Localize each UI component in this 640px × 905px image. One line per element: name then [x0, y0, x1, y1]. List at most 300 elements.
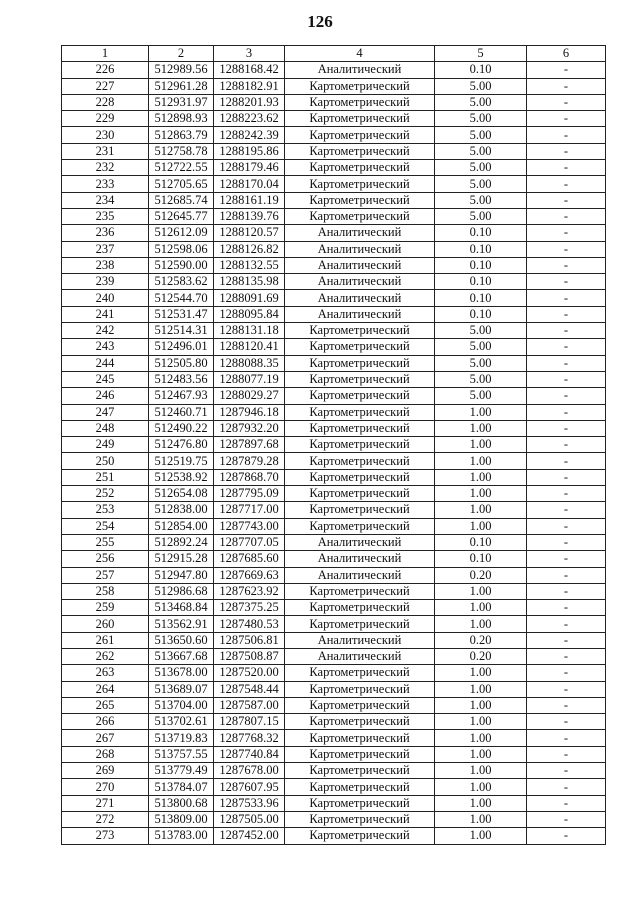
x-coordinate-cell: 513667.68: [149, 648, 214, 664]
accuracy-cell: 0.10: [435, 274, 527, 290]
y-coordinate-cell: 1288179.46: [214, 160, 285, 176]
x-coordinate-cell: 512490.22: [149, 420, 214, 436]
table-row: [62, 176, 606, 192]
x-coordinate-cell: 512514.31: [149, 323, 214, 339]
table-row: [62, 583, 606, 599]
y-coordinate-cell: 1287452.00: [214, 828, 285, 844]
x-coordinate-cell: 512915.28: [149, 551, 214, 567]
table-row: [62, 437, 606, 453]
y-coordinate-cell: 1287740.84: [214, 746, 285, 762]
table-row: [62, 127, 606, 143]
description-cell: -: [527, 730, 606, 746]
table-header-row: [62, 46, 606, 62]
y-coordinate-cell: 1288168.42: [214, 62, 285, 78]
description-cell: -: [527, 420, 606, 436]
point-number-cell: 234: [62, 192, 149, 208]
table-row: [62, 534, 606, 550]
method-cell: Картометрический: [285, 437, 435, 453]
method-cell: Картометрический: [285, 127, 435, 143]
y-coordinate-cell: 1288195.86: [214, 143, 285, 159]
description-cell: -: [527, 714, 606, 730]
table-row: [62, 469, 606, 485]
page-number: 126: [307, 12, 333, 31]
table-row: [62, 763, 606, 779]
x-coordinate-cell: 513704.00: [149, 697, 214, 713]
point-number-cell: 241: [62, 306, 149, 322]
y-coordinate-cell: 1288182.91: [214, 78, 285, 94]
y-coordinate-cell: 1287743.00: [214, 518, 285, 534]
accuracy-cell: 0.10: [435, 225, 527, 241]
point-number-cell: 252: [62, 486, 149, 502]
y-coordinate-cell: 1287480.53: [214, 616, 285, 632]
description-cell: -: [527, 94, 606, 110]
accuracy-cell: 1.00: [435, 437, 527, 453]
method-cell: Картометрический: [285, 420, 435, 436]
method-cell: Аналитический: [285, 306, 435, 322]
y-coordinate-cell: 1287946.18: [214, 404, 285, 420]
method-cell: Картометрический: [285, 811, 435, 827]
x-coordinate-cell: 512645.77: [149, 208, 214, 224]
y-coordinate-cell: 1287548.44: [214, 681, 285, 697]
x-coordinate-cell: 512892.24: [149, 534, 214, 550]
accuracy-cell: 1.00: [435, 779, 527, 795]
method-cell: Картометрический: [285, 730, 435, 746]
method-cell: Картометрический: [285, 160, 435, 176]
y-coordinate-cell: 1288135.98: [214, 274, 285, 290]
accuracy-cell: 1.00: [435, 697, 527, 713]
description-cell: -: [527, 241, 606, 257]
table-row: [62, 551, 606, 567]
table-row: [62, 567, 606, 583]
accuracy-cell: 5.00: [435, 78, 527, 94]
x-coordinate-cell: 512598.06: [149, 241, 214, 257]
y-coordinate-cell: 1287505.00: [214, 811, 285, 827]
x-coordinate-cell: 512531.47: [149, 306, 214, 322]
accuracy-cell: 0.10: [435, 62, 527, 78]
point-number-cell: 233: [62, 176, 149, 192]
point-number-cell: 273: [62, 828, 149, 844]
table-row: [62, 518, 606, 534]
description-cell: -: [527, 306, 606, 322]
accuracy-cell: 5.00: [435, 160, 527, 176]
y-coordinate-cell: 1288170.04: [214, 176, 285, 192]
point-number-cell: 248: [62, 420, 149, 436]
y-coordinate-cell: 1288201.93: [214, 94, 285, 110]
description-cell: -: [527, 323, 606, 339]
y-coordinate-cell: 1288120.41: [214, 339, 285, 355]
point-number-cell: 254: [62, 518, 149, 534]
y-coordinate-cell: 1287678.00: [214, 763, 285, 779]
accuracy-cell: 1.00: [435, 453, 527, 469]
point-number-cell: 230: [62, 127, 149, 143]
x-coordinate-cell: 513678.00: [149, 665, 214, 681]
accuracy-cell: 0.20: [435, 632, 527, 648]
column-header: 6: [527, 46, 606, 62]
method-cell: Аналитический: [285, 551, 435, 567]
table-row: [62, 225, 606, 241]
table-row: [62, 111, 606, 127]
accuracy-cell: 5.00: [435, 355, 527, 371]
description-cell: -: [527, 371, 606, 387]
x-coordinate-cell: 513800.68: [149, 795, 214, 811]
point-number-cell: 231: [62, 143, 149, 159]
x-coordinate-cell: 513783.00: [149, 828, 214, 844]
accuracy-cell: 1.00: [435, 616, 527, 632]
description-cell: -: [527, 534, 606, 550]
method-cell: Картометрический: [285, 697, 435, 713]
table-row: [62, 811, 606, 827]
table-row: [62, 241, 606, 257]
x-coordinate-cell: 512838.00: [149, 502, 214, 518]
point-number-cell: 227: [62, 78, 149, 94]
description-cell: -: [527, 78, 606, 94]
x-coordinate-cell: 513757.55: [149, 746, 214, 762]
x-coordinate-cell: 512476.80: [149, 437, 214, 453]
method-cell: Картометрический: [285, 323, 435, 339]
accuracy-cell: 5.00: [435, 371, 527, 387]
accuracy-cell: 1.00: [435, 600, 527, 616]
point-number-cell: 242: [62, 323, 149, 339]
method-cell: Картометрический: [285, 192, 435, 208]
point-number-cell: 247: [62, 404, 149, 420]
description-cell: -: [527, 551, 606, 567]
method-cell: Аналитический: [285, 290, 435, 306]
y-coordinate-cell: 1288126.82: [214, 241, 285, 257]
x-coordinate-cell: 513784.07: [149, 779, 214, 795]
y-coordinate-cell: 1288029.27: [214, 388, 285, 404]
description-cell: -: [527, 111, 606, 127]
point-number-cell: 226: [62, 62, 149, 78]
description-cell: -: [527, 208, 606, 224]
point-number-cell: 228: [62, 94, 149, 110]
point-number-cell: 240: [62, 290, 149, 306]
x-coordinate-cell: 512483.56: [149, 371, 214, 387]
description-cell: -: [527, 486, 606, 502]
y-coordinate-cell: 1287768.32: [214, 730, 285, 746]
y-coordinate-cell: 1288139.76: [214, 208, 285, 224]
accuracy-cell: 1.00: [435, 469, 527, 485]
method-cell: Картометрический: [285, 746, 435, 762]
y-coordinate-cell: 1288223.62: [214, 111, 285, 127]
point-number-cell: 265: [62, 697, 149, 713]
accuracy-cell: 5.00: [435, 388, 527, 404]
method-cell: Аналитический: [285, 241, 435, 257]
description-cell: -: [527, 339, 606, 355]
x-coordinate-cell: 513779.49: [149, 763, 214, 779]
method-cell: Картометрический: [285, 94, 435, 110]
description-cell: -: [527, 62, 606, 78]
point-number-cell: 261: [62, 632, 149, 648]
description-cell: -: [527, 665, 606, 681]
table-row: [62, 681, 606, 697]
x-coordinate-cell: 512654.08: [149, 486, 214, 502]
y-coordinate-cell: 1288077.19: [214, 371, 285, 387]
accuracy-cell: 1.00: [435, 681, 527, 697]
table-row: [62, 616, 606, 632]
x-coordinate-cell: 512612.09: [149, 225, 214, 241]
point-number-cell: 243: [62, 339, 149, 355]
description-cell: -: [527, 437, 606, 453]
y-coordinate-cell: 1288242.39: [214, 127, 285, 143]
table-row: [62, 600, 606, 616]
point-number-cell: 263: [62, 665, 149, 681]
description-cell: -: [527, 779, 606, 795]
x-coordinate-cell: 512583.62: [149, 274, 214, 290]
method-cell: Картометрический: [285, 763, 435, 779]
accuracy-cell: 5.00: [435, 143, 527, 159]
x-coordinate-cell: 512898.93: [149, 111, 214, 127]
table-row: [62, 714, 606, 730]
y-coordinate-cell: 1287685.60: [214, 551, 285, 567]
accuracy-cell: 1.00: [435, 583, 527, 599]
x-coordinate-cell: 512460.71: [149, 404, 214, 420]
x-coordinate-cell: 513562.91: [149, 616, 214, 632]
x-coordinate-cell: 512496.01: [149, 339, 214, 355]
method-cell: Картометрический: [285, 111, 435, 127]
accuracy-cell: 1.00: [435, 730, 527, 746]
description-cell: -: [527, 404, 606, 420]
description-cell: -: [527, 192, 606, 208]
table-row: [62, 323, 606, 339]
description-cell: -: [527, 257, 606, 273]
description-cell: -: [527, 600, 606, 616]
table-row: [62, 453, 606, 469]
table-row: [62, 160, 606, 176]
method-cell: Картометрический: [285, 828, 435, 844]
x-coordinate-cell: 512989.56: [149, 62, 214, 78]
x-coordinate-cell: 512947.80: [149, 567, 214, 583]
x-coordinate-cell: 512986.68: [149, 583, 214, 599]
x-coordinate-cell: 512758.78: [149, 143, 214, 159]
y-coordinate-cell: 1287508.87: [214, 648, 285, 664]
point-number-cell: 257: [62, 567, 149, 583]
method-cell: Картометрический: [285, 600, 435, 616]
description-cell: -: [527, 160, 606, 176]
x-coordinate-cell: 512863.79: [149, 127, 214, 143]
y-coordinate-cell: 1287506.81: [214, 632, 285, 648]
point-number-cell: 249: [62, 437, 149, 453]
method-cell: Аналитический: [285, 225, 435, 241]
table-row: [62, 192, 606, 208]
accuracy-cell: 5.00: [435, 111, 527, 127]
y-coordinate-cell: 1287623.92: [214, 583, 285, 599]
point-number-cell: 272: [62, 811, 149, 827]
table-row: [62, 371, 606, 387]
x-coordinate-cell: 512931.97: [149, 94, 214, 110]
point-number-cell: 260: [62, 616, 149, 632]
method-cell: Картометрический: [285, 453, 435, 469]
table-row: [62, 62, 606, 78]
table-row: [62, 355, 606, 371]
y-coordinate-cell: 1287669.63: [214, 567, 285, 583]
point-number-cell: 267: [62, 730, 149, 746]
table-row: [62, 795, 606, 811]
method-cell: Картометрический: [285, 176, 435, 192]
point-number-cell: 238: [62, 257, 149, 273]
accuracy-cell: 0.10: [435, 551, 527, 567]
y-coordinate-cell: 1288091.69: [214, 290, 285, 306]
description-cell: -: [527, 388, 606, 404]
y-coordinate-cell: 1287375.25: [214, 600, 285, 616]
table-row: [62, 143, 606, 159]
table-body: [62, 62, 606, 844]
y-coordinate-cell: 1288120.57: [214, 225, 285, 241]
table-row: [62, 502, 606, 518]
x-coordinate-cell: 512854.00: [149, 518, 214, 534]
point-number-cell: 253: [62, 502, 149, 518]
point-number-cell: 268: [62, 746, 149, 762]
description-cell: -: [527, 616, 606, 632]
method-cell: Картометрический: [285, 502, 435, 518]
y-coordinate-cell: 1287707.05: [214, 534, 285, 550]
description-cell: -: [527, 567, 606, 583]
accuracy-cell: 1.00: [435, 404, 527, 420]
description-cell: -: [527, 763, 606, 779]
x-coordinate-cell: 513809.00: [149, 811, 214, 827]
table-row: [62, 290, 606, 306]
y-coordinate-cell: 1287897.68: [214, 437, 285, 453]
description-cell: -: [527, 681, 606, 697]
method-cell: Картометрический: [285, 665, 435, 681]
table-row: [62, 208, 606, 224]
accuracy-cell: 5.00: [435, 339, 527, 355]
method-cell: Аналитический: [285, 534, 435, 550]
accuracy-cell: 0.10: [435, 257, 527, 273]
accuracy-cell: 1.00: [435, 714, 527, 730]
description-cell: -: [527, 176, 606, 192]
y-coordinate-cell: 1288131.18: [214, 323, 285, 339]
description-cell: -: [527, 583, 606, 599]
method-cell: Картометрический: [285, 208, 435, 224]
accuracy-cell: 1.00: [435, 420, 527, 436]
point-number-cell: 266: [62, 714, 149, 730]
y-coordinate-cell: 1288088.35: [214, 355, 285, 371]
accuracy-cell: 5.00: [435, 94, 527, 110]
point-number-cell: 246: [62, 388, 149, 404]
point-number-cell: 271: [62, 795, 149, 811]
x-coordinate-cell: 513719.83: [149, 730, 214, 746]
point-number-cell: 232: [62, 160, 149, 176]
accuracy-cell: 1.00: [435, 486, 527, 502]
y-coordinate-cell: 1287717.00: [214, 502, 285, 518]
x-coordinate-cell: 512685.74: [149, 192, 214, 208]
table-row: [62, 828, 606, 844]
method-cell: Картометрический: [285, 404, 435, 420]
method-cell: Картометрический: [285, 339, 435, 355]
table-row: [62, 486, 606, 502]
point-number-cell: 270: [62, 779, 149, 795]
accuracy-cell: 0.20: [435, 648, 527, 664]
table-row: [62, 339, 606, 355]
method-cell: Картометрический: [285, 371, 435, 387]
description-cell: -: [527, 648, 606, 664]
accuracy-cell: 5.00: [435, 323, 527, 339]
accuracy-cell: 1.00: [435, 795, 527, 811]
table-row: [62, 665, 606, 681]
accuracy-cell: 5.00: [435, 208, 527, 224]
accuracy-cell: 0.10: [435, 306, 527, 322]
point-number-cell: 229: [62, 111, 149, 127]
description-cell: -: [527, 225, 606, 241]
accuracy-cell: 1.00: [435, 665, 527, 681]
accuracy-cell: 1.00: [435, 763, 527, 779]
accuracy-cell: 1.00: [435, 811, 527, 827]
accuracy-cell: 5.00: [435, 192, 527, 208]
x-coordinate-cell: 512590.00: [149, 257, 214, 273]
table-row: [62, 404, 606, 420]
y-coordinate-cell: 1287807.15: [214, 714, 285, 730]
table-row: [62, 388, 606, 404]
x-coordinate-cell: 512961.28: [149, 78, 214, 94]
table-row: [62, 306, 606, 322]
accuracy-cell: 0.10: [435, 290, 527, 306]
table-row: [62, 78, 606, 94]
table-row: [62, 94, 606, 110]
method-cell: Картометрический: [285, 616, 435, 632]
point-number-cell: 255: [62, 534, 149, 550]
y-coordinate-cell: 1287533.96: [214, 795, 285, 811]
description-cell: -: [527, 632, 606, 648]
accuracy-cell: 5.00: [435, 127, 527, 143]
method-cell: Картометрический: [285, 779, 435, 795]
y-coordinate-cell: 1287607.95: [214, 779, 285, 795]
method-cell: Аналитический: [285, 274, 435, 290]
description-cell: -: [527, 697, 606, 713]
method-cell: Аналитический: [285, 62, 435, 78]
method-cell: Аналитический: [285, 648, 435, 664]
point-number-cell: 236: [62, 225, 149, 241]
y-coordinate-cell: 1287795.09: [214, 486, 285, 502]
point-number-cell: 235: [62, 208, 149, 224]
accuracy-cell: 1.00: [435, 518, 527, 534]
table-row: [62, 648, 606, 664]
accuracy-cell: 1.00: [435, 502, 527, 518]
method-cell: Картометрический: [285, 469, 435, 485]
x-coordinate-cell: 513650.60: [149, 632, 214, 648]
description-cell: -: [527, 355, 606, 371]
method-cell: Картометрический: [285, 714, 435, 730]
point-number-cell: 250: [62, 453, 149, 469]
table-row: [62, 257, 606, 273]
table-row: [62, 746, 606, 762]
description-cell: -: [527, 518, 606, 534]
method-cell: Картометрический: [285, 143, 435, 159]
column-header: 5: [435, 46, 527, 62]
table-row: [62, 730, 606, 746]
column-header: 1: [62, 46, 149, 62]
description-cell: -: [527, 453, 606, 469]
column-header: 3: [214, 46, 285, 62]
x-coordinate-cell: 513468.84: [149, 600, 214, 616]
method-cell: Аналитический: [285, 632, 435, 648]
coordinates-table: [61, 45, 606, 845]
description-cell: -: [527, 746, 606, 762]
point-number-cell: 251: [62, 469, 149, 485]
accuracy-cell: 0.20: [435, 567, 527, 583]
point-number-cell: 259: [62, 600, 149, 616]
description-cell: -: [527, 811, 606, 827]
method-cell: Аналитический: [285, 257, 435, 273]
y-coordinate-cell: 1287868.70: [214, 469, 285, 485]
y-coordinate-cell: 1288161.19: [214, 192, 285, 208]
point-number-cell: 269: [62, 763, 149, 779]
point-number-cell: 256: [62, 551, 149, 567]
description-cell: -: [527, 469, 606, 485]
table-row: [62, 632, 606, 648]
x-coordinate-cell: 512538.92: [149, 469, 214, 485]
table-row: [62, 697, 606, 713]
table-row: [62, 274, 606, 290]
